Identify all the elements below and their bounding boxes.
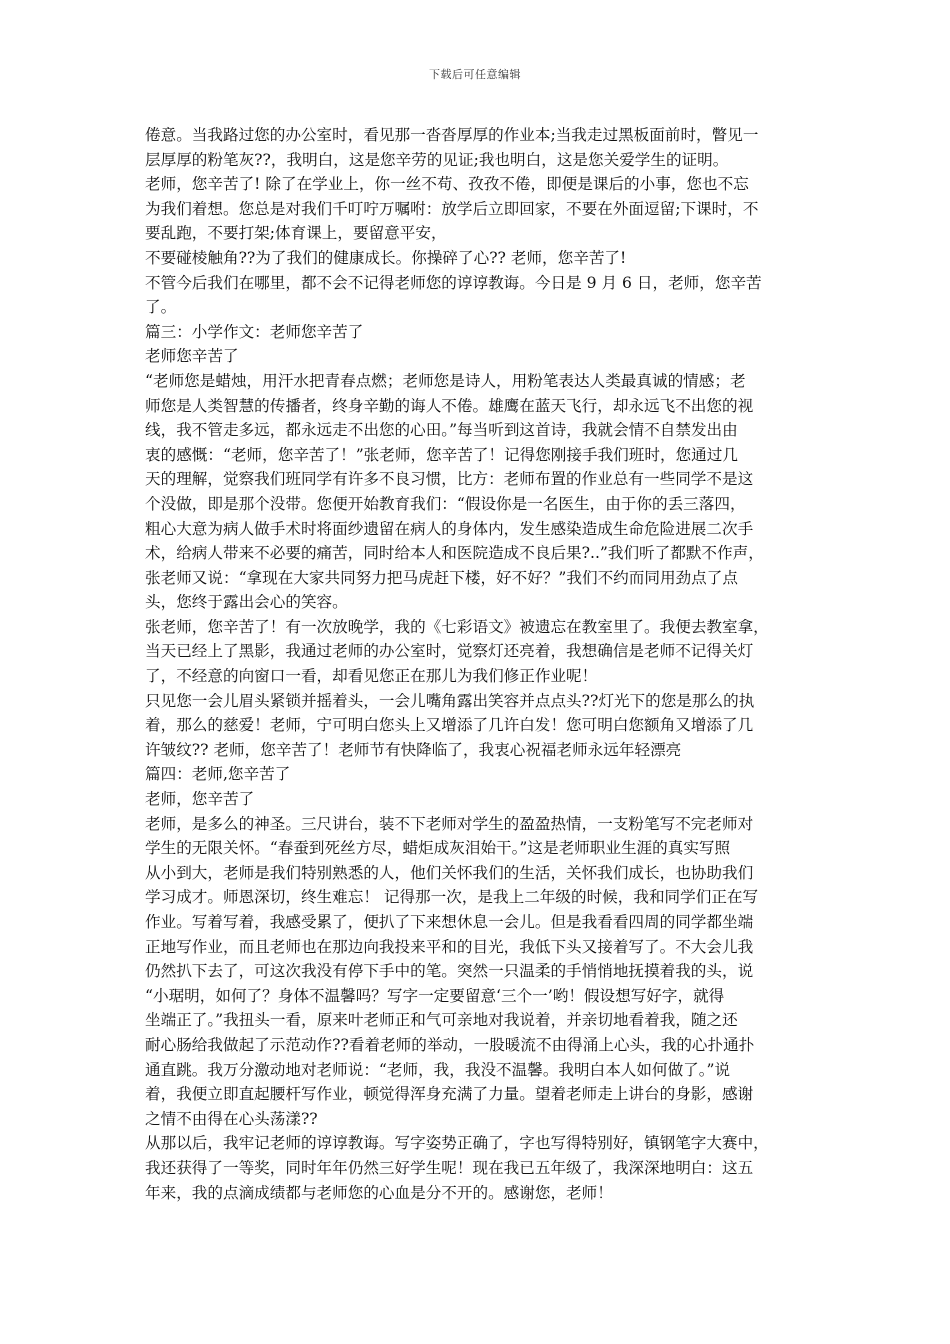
text-line: 正地写作业，而且老师也在那边向我投来平和的目光，我低下头又接着写了。不大会儿我 xyxy=(145,937,754,956)
text-line: 年来，我的点滴成绩都与老师您的心血是分不开的。感谢您，老师！ xyxy=(145,1183,613,1202)
text-line: 了。 xyxy=(145,298,177,317)
text-line: 只见您一会儿眉头紧锁并摇着头，一会儿嘴角露出笑容并点点头??灯光下的您是那么的执 xyxy=(145,691,755,710)
text-line: “小琚明，如何了？身体不温馨吗？写字一定要留意‘三个一’哟！假设想写好字，就得 xyxy=(145,986,725,1005)
text-line: 从小到大，老师是我们特别熟悉的人，他们关怀我们的生活，关怀我们成长，也协助我们 xyxy=(145,863,754,882)
text-line: 张老师又说：“拿现在大家共同努力把马虎赶下楼，好不好？”我们不约而同用劲点了点 xyxy=(145,568,738,587)
text-line: 通直跳。我万分激动地对老师说：“老师，我，我没不温馨。我明白本人如何做了。”说 xyxy=(145,1060,731,1079)
text-line: 仍然扒下去了，可这次我没有停下手中的笔。突然一只温柔的手悄悄地抚摸着我的头，说 xyxy=(145,962,754,981)
text-line: 头，您终于露出会心的笑容。 xyxy=(145,593,348,612)
text-line: 要乱跑，不要打架;体育课上，要留意平安， xyxy=(145,224,447,243)
text-line: 个没做，即是那个没带。您便开始教育我们：“假设你是一名医生，由于你的丢三落四， xyxy=(145,494,746,513)
text-line: 为我们着想。您总是对我们千叮咛万嘱咐：放学后立即回家，不要在外面逗留;下课时，不 xyxy=(145,199,759,218)
text-line: 坐端正了。”我扭头一看，原来叶老师正和气可亲地对我说着，并亲切地看着我，随之还 xyxy=(145,1011,738,1030)
section-heading: 篇三：小学作文：老师您辛苦了 xyxy=(145,322,364,341)
text-line: 术，给病人带来不必要的痛苦，同时给本人和医院造成不良后果?..”我们听了都默不作声， xyxy=(145,544,764,563)
text-line: 天的理解，觉察我们班同学有许多不良习惯，比方：老师布置的作业总有一些同学不是这 xyxy=(145,470,754,489)
text-line: 许皱纹?? 老师，您辛苦了！老师节有快降临了，我衷心祝福老师永远年轻漂亮 xyxy=(145,740,682,759)
text-line: 老师，您辛苦了! 除了在学业上，你一丝不苟、孜孜不倦，即便是课后的小事，您也不忘 xyxy=(145,175,749,194)
text-line: 学生的无限关怀。“春蚕到死丝方尽，蜡炬成灰泪始干。”这是老师职业生涯的真实写照 xyxy=(145,839,731,858)
text-line: 张老师，您辛苦了！有一次放晚学，我的《七彩语文》被遗忘在教室里了。我便去教室拿， xyxy=(145,617,769,636)
essay-title: 老师您辛苦了 xyxy=(145,347,239,366)
text-line: “老师您是蜡烛，用汗水把青春点燃；老师您是诗人，用粉笔表达人类最真诚的情感；老 xyxy=(145,371,746,390)
text-line: 粗心大意为病人做手术时将面纱遗留在病人的身体内，发生感染造成生命危险进展二次手 xyxy=(145,519,754,538)
section-heading: 篇四：老师,您辛苦了 xyxy=(145,765,291,784)
text-line: 之情不由得在心头荡漾?? xyxy=(145,1109,318,1128)
page-header: 下载后可任意编辑 xyxy=(429,68,521,81)
text-line: 着，我便立即直起腰杆写作业，顿觉得浑身充满了力量。望着老师走上讲台的身影，感谢 xyxy=(145,1085,754,1104)
document-body xyxy=(145,123,809,1205)
text-line: 当天已经上了黑影，我通过老师的办公室时，觉察灯还亮着，我想确信是老师不记得关灯 xyxy=(145,642,754,661)
text-line: 耐心肠给我做起了示范动作??看着老师的举动，一股暖流不由得涌上心头，我的心扑通扑 xyxy=(145,1035,755,1054)
text-line: 线，我不管走多远，都永远走不出您的心田。”每当听到这首诗，我就会情不自禁发出由 xyxy=(145,421,738,440)
text-line: 学习成才。师恩深切，终生难忘！ 记得那一次，是我上二年级的时候，我和同学们正在写 xyxy=(145,888,759,907)
text-line: 着，那么的慈爱！老师，宁可明白您头上又增添了几许白发！您可明白您额角又增添了几 xyxy=(145,716,754,735)
text-line: 了，不经意的向窗口一看，却看见您正在那儿为我们修正作业呢！ xyxy=(145,667,598,686)
text-line: 层厚厚的粉笔灰??，我明白，这是您辛劳的见证;我也明白，这是您关爱学生的证明。 xyxy=(145,150,729,169)
text-line: 倦意。当我路过您的办公室时，看见那一沓沓厚厚的作业本;当我走过黑板面前时，瞥见一 xyxy=(145,126,759,144)
text-line: 我还获得了一等奖，同时年年仍然三好学生呢！现在我已五年级了，我深深地明白：这五 xyxy=(145,1158,754,1177)
essay-title: 老师，您辛苦了 xyxy=(145,790,255,809)
text-line: 不管今后我们在哪里，都不会不记得老师您的谆谆教诲。今日是 9 月 6 日，老师，您辛苦 xyxy=(145,273,762,292)
text-line: 师您是人类智慧的传播者，终身辛勤的诲人不倦。雄鹰在蓝天飞行，却永远飞不出您的视 xyxy=(145,396,754,415)
text-line: 从那以后，我牢记老师的谆谆教诲。写字姿势正确了，字也写得特别好，镇钢笔字大赛中， xyxy=(145,1134,769,1153)
text-line: 老师，是多么的神圣。三尺讲台，装不下老师对学生的盈盈热情，一支粉笔写不完老师对 xyxy=(145,814,754,833)
text-line: 作业。写着写着，我感受累了，便扒了下来想休息一会儿。但是我看看四周的同学都坐端 xyxy=(145,913,754,931)
text-line: 不要碰棱触角??为了我们的健康成长。你操碎了心?? 老师，您辛苦了! xyxy=(145,248,627,267)
text-line: 衷的感慨：“老师，您辛苦了！”张老师，您辛苦了！记得您刚接手我们班时，您通过几 xyxy=(145,445,738,464)
